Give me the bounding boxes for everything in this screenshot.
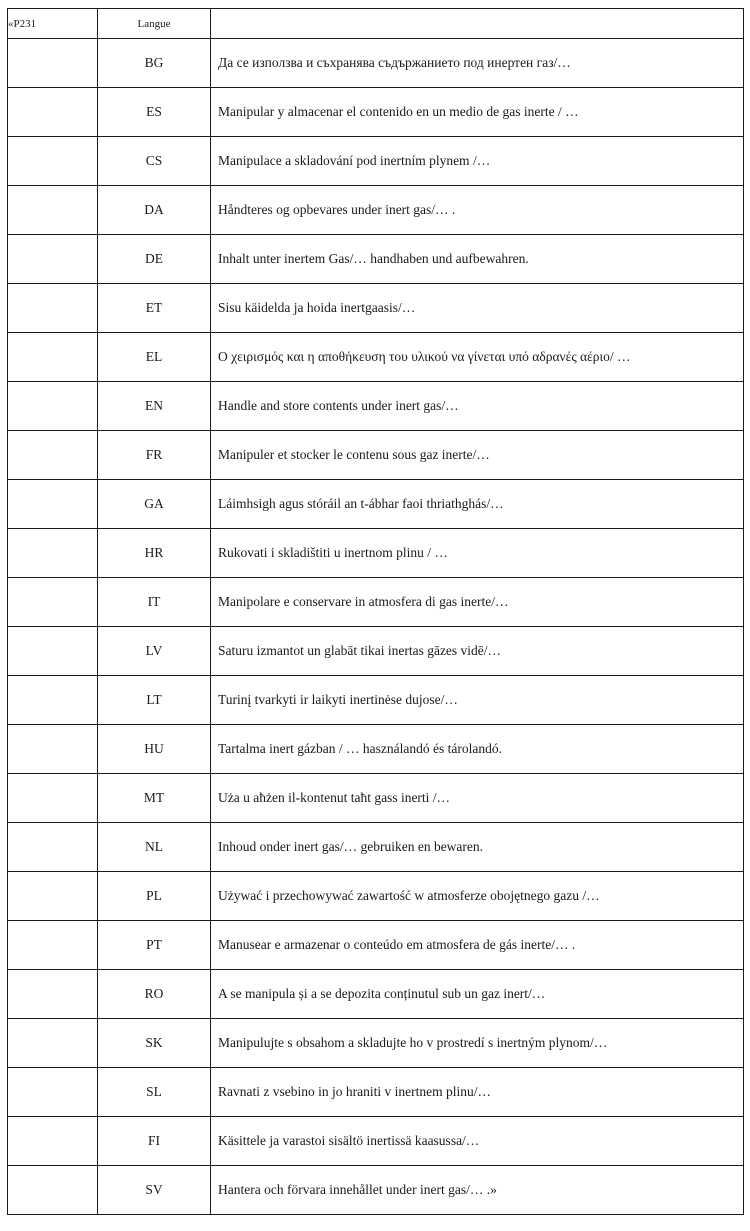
- table-row: [8, 480, 744, 529]
- table-row: [8, 88, 744, 137]
- statement-text: Rukovati i skladištiti u inertnom plinu / …: [211, 529, 744, 578]
- empty-code-cell: [8, 921, 98, 970]
- language-code: NL: [98, 823, 211, 872]
- empty-code-cell: [8, 431, 98, 480]
- empty-code-cell: [8, 1019, 98, 1068]
- empty-code-cell: [8, 88, 98, 137]
- statement-text: Manipulujte s obsahom a skladujte ho v prostredí s inertným plynom/…: [211, 1019, 744, 1068]
- language-code: HR: [98, 529, 211, 578]
- table-row: [8, 627, 744, 676]
- table-row: [8, 676, 744, 725]
- language-code: LV: [98, 627, 211, 676]
- statement-text: Inhalt unter inertem Gas/… handhaben und aufbewahren.: [211, 235, 744, 284]
- table-row: [8, 1019, 744, 1068]
- language-code: SK: [98, 1019, 211, 1068]
- table-row: [8, 970, 744, 1019]
- statement-code: «P231: [8, 9, 98, 39]
- table-row: [8, 1117, 744, 1166]
- language-code: SL: [98, 1068, 211, 1117]
- empty-code-cell: [8, 872, 98, 921]
- statement-text: Sisu käidelda ja hoida inertgaasis/…: [211, 284, 744, 333]
- language-code: MT: [98, 774, 211, 823]
- statement-text: Ο χειρισμός και η αποθήκευση του υλικού να γίνεται υπό αδρανές αέριο/ …: [211, 333, 744, 382]
- language-code: CS: [98, 137, 211, 186]
- empty-code-cell: [8, 235, 98, 284]
- empty-code-cell: [8, 1166, 98, 1215]
- language-code: HU: [98, 725, 211, 774]
- language-code: EL: [98, 333, 211, 382]
- empty-code-cell: [8, 186, 98, 235]
- empty-code-cell: [8, 480, 98, 529]
- empty-code-cell: [8, 1117, 98, 1166]
- statement-text: Hantera och förvara innehållet under inert gas/… .»: [211, 1166, 744, 1215]
- language-column-header: Langue: [98, 9, 211, 39]
- statement-text: Manipulace a skladování pod inertním plynem /…: [211, 137, 744, 186]
- statement-text: Manusear e armazenar o conteúdo em atmosfera de gás inerte/… .: [211, 921, 744, 970]
- statement-text: Láimhsigh agus stóráil an t-ábhar faoi thriathghás/…: [211, 480, 744, 529]
- statement-text: Manipular y almacenar el contenido en un medio de gas inerte / …: [211, 88, 744, 137]
- table-row: [8, 578, 744, 627]
- empty-code-cell: [8, 333, 98, 382]
- precautionary-statement-table: [7, 8, 744, 1215]
- statement-text: Manipolare e conservare in atmosfera di gas inerte/…: [211, 578, 744, 627]
- empty-code-cell: [8, 774, 98, 823]
- table-row: [8, 382, 744, 431]
- language-code: EN: [98, 382, 211, 431]
- language-code: FI: [98, 1117, 211, 1166]
- table-row: [8, 823, 744, 872]
- language-code: FR: [98, 431, 211, 480]
- statement-text: Handle and store contents under inert gas/…: [211, 382, 744, 431]
- empty-code-cell: [8, 970, 98, 1019]
- table-row: [8, 284, 744, 333]
- statement-text: Manipuler et stocker le contenu sous gaz inerte/…: [211, 431, 744, 480]
- statement-text: Да се използва и съхранява съдържанието под инертен газ/…: [211, 39, 744, 88]
- table-row: [8, 333, 744, 382]
- language-code: DA: [98, 186, 211, 235]
- table-row: [8, 1166, 744, 1215]
- language-code: ES: [98, 88, 211, 137]
- table-row: [8, 774, 744, 823]
- table-row: [8, 137, 744, 186]
- statement-text: Turinį tvarkyti ir laikyti inertinėse dujose/…: [211, 676, 744, 725]
- statement-text: Tartalma inert gázban / … használandó és tárolandó.: [211, 725, 744, 774]
- empty-code-cell: [8, 725, 98, 774]
- empty-code-cell: [8, 627, 98, 676]
- language-code: PT: [98, 921, 211, 970]
- language-code: RO: [98, 970, 211, 1019]
- empty-code-cell: [8, 284, 98, 333]
- table-row: [8, 186, 744, 235]
- empty-header-cell: [211, 9, 744, 39]
- table-row: [8, 235, 744, 284]
- empty-code-cell: [8, 1068, 98, 1117]
- language-code: SV: [98, 1166, 211, 1215]
- table-row: [8, 529, 744, 578]
- statement-text: Saturu izmantot un glabāt tikai inertas gāzes vidē/…: [211, 627, 744, 676]
- table-row: [8, 921, 744, 970]
- empty-code-cell: [8, 382, 98, 431]
- language-code: BG: [98, 39, 211, 88]
- statement-text: Käsittele ja varastoi sisältö inertissä kaasussa/…: [211, 1117, 744, 1166]
- table-header-row: [8, 9, 744, 39]
- statement-text: Używać i przechowywać zawartość w atmosferze obojętnego gazu /…: [211, 872, 744, 921]
- table-row: [8, 872, 744, 921]
- statement-text: A se manipula și a se depozita conținutul sub un gaz inert/…: [211, 970, 744, 1019]
- table-row: [8, 39, 744, 88]
- empty-code-cell: [8, 39, 98, 88]
- empty-code-cell: [8, 823, 98, 872]
- empty-code-cell: [8, 676, 98, 725]
- statement-text: Uża u aħżen il-kontenut taħt gass inerti /…: [211, 774, 744, 823]
- table-row: [8, 431, 744, 480]
- table-row: [8, 1068, 744, 1117]
- empty-code-cell: [8, 578, 98, 627]
- language-code: GA: [98, 480, 211, 529]
- table-row: [8, 725, 744, 774]
- empty-code-cell: [8, 529, 98, 578]
- language-code: IT: [98, 578, 211, 627]
- language-code: LT: [98, 676, 211, 725]
- language-code: PL: [98, 872, 211, 921]
- statement-text: Håndteres og opbevares under inert gas/… .: [211, 186, 744, 235]
- statement-text: Inhoud onder inert gas/… gebruiken en bewaren.: [211, 823, 744, 872]
- language-code: ET: [98, 284, 211, 333]
- language-code: DE: [98, 235, 211, 284]
- statement-text: Ravnati z vsebino in jo hraniti v inertnem plinu/…: [211, 1068, 744, 1117]
- empty-code-cell: [8, 137, 98, 186]
